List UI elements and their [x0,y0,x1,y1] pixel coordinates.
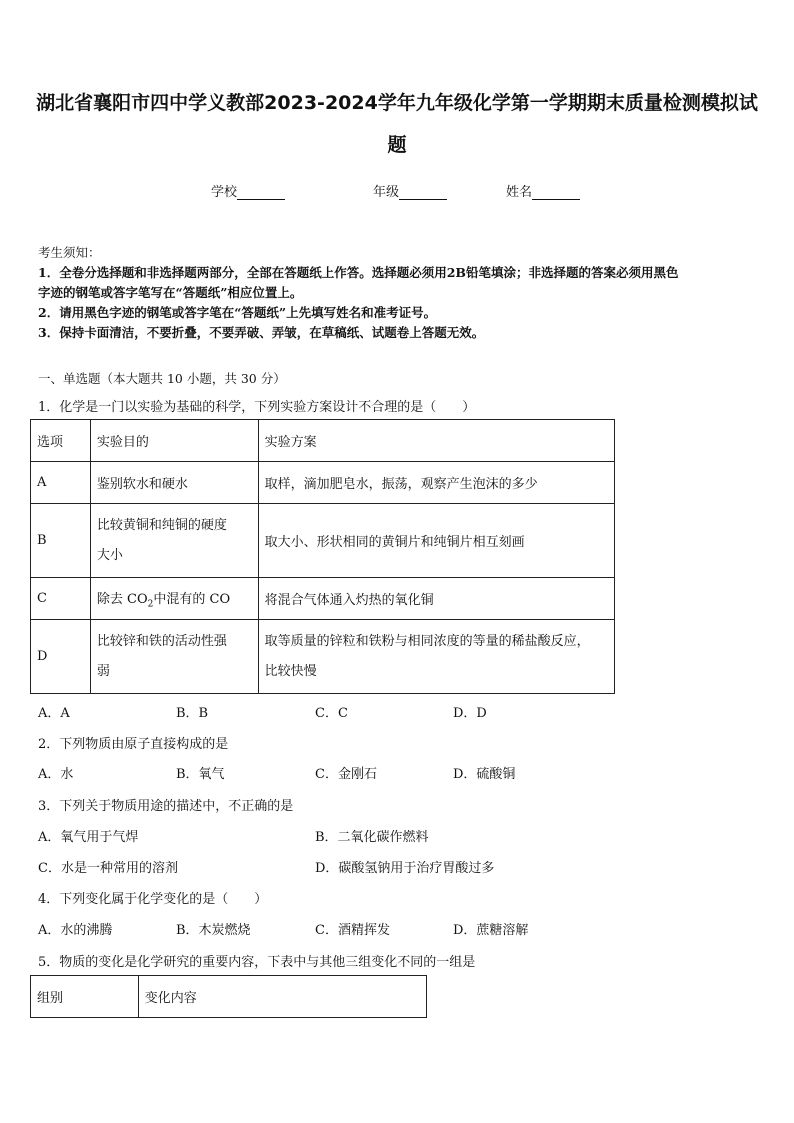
answer-option[interactable]: D．蔗糖溶解 [453,923,529,938]
question-3-stem: 3．下列关于物质用途的描述中，不正确的是 [38,799,294,814]
answer-option[interactable]: D．D [453,706,487,721]
answer-option[interactable]: C．C [315,706,348,721]
table-row [31,462,615,504]
answer-option[interactable]: A．水 [38,767,74,782]
table-row [31,504,615,578]
answer-option[interactable]: A．氧气用于气焊 [38,830,139,845]
question-4-stem: 4．下列变化属于化学变化的是（ ） [38,892,268,907]
table-cell-purpose: 比较黄铜和纯铜的硬度 大小 [90,504,258,578]
table-header-cell: 实验目的 [90,420,258,462]
table-cell-plan: 取样，滴加肥皂水，振荡，观察产生泡沫的多少 [258,462,614,504]
table-cell-plan: 将混合气体通入灼热的氧化铜 [258,578,614,620]
question-2-stem: 2．下列物质由原子直接构成的是 [38,737,229,752]
section-heading: 一、单选题（本大题共 10 小题，共 30 分） [38,371,286,386]
table-cell-purpose: 除去 $CO_2$中混有的 CO [90,578,258,620]
answer-option[interactable]: B．二氧化碳作燃料 [315,830,429,845]
notice-item: 字迹的钢笔或答字笔写在“答题纸”相应位置上。 [38,285,303,300]
school-field: 学校 [211,181,285,200]
table-header-cell: 变化内容 [138,976,426,1018]
answer-option[interactable]: C．酒精挥发 [315,923,390,938]
answer-option[interactable]: B．B [176,706,209,721]
table-cell-purpose: 比较锌和铁的活动性强 弱 [90,620,258,694]
notice-heading: 考生须知： [38,245,101,260]
notice-item: 1．全卷分选择题和非选择题两部分，全部在答题纸上作答。选择题必须用2B铅笔填涂；非选择题的答案必须用黑色 [38,265,679,280]
table-cell-option: C [31,578,91,620]
name-field: 姓名 [506,181,580,200]
table-header-row [31,420,615,462]
exam-notice [38,243,758,343]
answer-option[interactable]: A．A [38,706,70,721]
answer-option[interactable]: C．金刚石 [315,767,377,782]
table-cell-plan: 取等质量的锌粒和铁粉与相同浓度的等量的稀盐酸反应， 比较快慢 [258,620,614,694]
question-1-table [30,419,615,694]
answer-option[interactable]: B．氧气 [176,767,225,782]
table-header-cell: 实验方案 [258,420,614,462]
table-cell-purpose: 鉴别软水和硬水 [90,462,258,504]
answer-option[interactable]: D．碳酸氢钠用于治疗胃酸过多 [315,861,495,876]
notice-item: 2．请用黑色字迹的钢笔或答字笔在“答题纸”上先填写姓名和准考证号。 [38,305,437,320]
table-cell-option: B [31,504,91,578]
answer-option[interactable]: D．硫酸铜 [453,767,516,782]
table-cell-option: D [31,620,91,694]
exam-title-line1: 湖北省襄阳市四中学义教部2023-2024学年九年级化学第一学期期末质量检测模拟试 [36,92,758,114]
question-1-stem: 1．化学是一门以实验为基础的科学，下列实验方案设计不合理的是（ ） [38,400,476,415]
table-cell-option: A [31,462,91,504]
table-header-row [31,976,427,1018]
question-5-table [30,975,427,1018]
table-row [31,578,615,620]
table-row [31,620,615,694]
table-header-cell: 选项 [31,420,91,462]
exam-title-line2: 题 [387,134,407,156]
table-header-cell: 组别 [31,976,139,1018]
grade-field: 年级 [373,181,447,200]
table-cell-plan: 取大小、形状相同的黄铜片和纯铜片相互刻画 [258,504,614,578]
question-5-stem: 5．物质的变化是化学研究的重要内容，下表中与其他三组变化不同的一组是 [38,955,476,970]
answer-option[interactable]: B．木炭燃烧 [176,923,251,938]
answer-option[interactable]: C．水是一种常用的溶剂 [38,861,178,876]
answer-option[interactable]: A．水的沸腾 [38,923,113,938]
notice-item: 3．保持卡面清洁，不要折叠，不要弄破、弄皱，在草稿纸、试题卷上答题无效。 [38,325,485,340]
